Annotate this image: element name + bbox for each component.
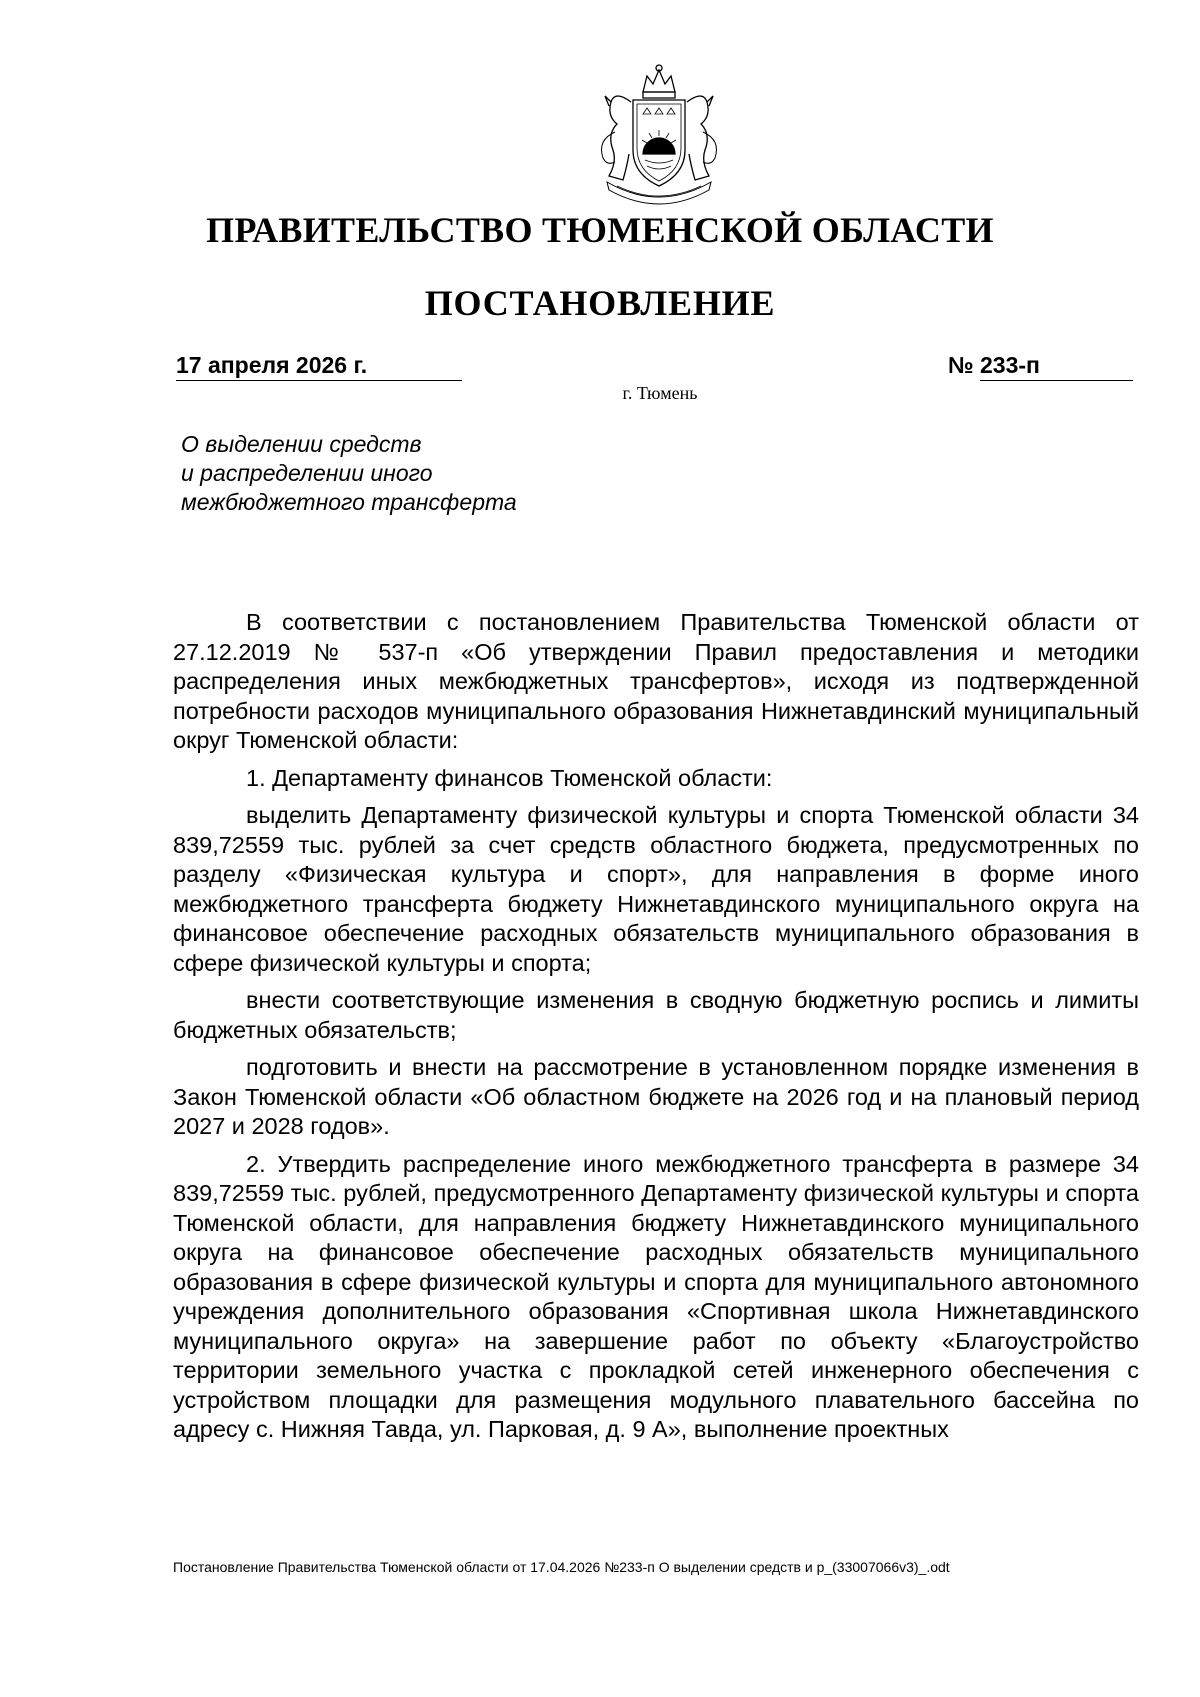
body-paragraph: 2. Утвердить распределение иного межбюджетного трансферта в размере 34 839,72559 тыс. рублей, предусмотренного Департаменту физической культуры и спорта Тюменской области, для направления бюджету Нижнетавдинского муниципального округа на финансовое обеспечение расходных обязательств муниципального образования в сфере физической культуры и спорта для муниципального автономного учреждения дополнительного образования «Спортивная школа Нижнетавдинского муниципального округа» на завершение работ по объекту «Благоустройство территории земельного участка с прокладкой сетей инженерного обеспечения с устройством площадки для размещения модульного плавательного бассейна по адресу с. Нижняя Тавда, ул. Парковая, д. 9 А», выполнение проектных [173,1150,1139,1442]
body-paragraph: выделить Департаменту физической культуры и спорта Тюменской области 34 839,72559 тыс. рублей за счет средств областного бюджета, предусмотренных по разделу «Физическая культура и спорт», для направления в форме иного межбюджетного трансферта бюджету Нижнетавдинского муниципального округа на финансовое обеспечение расходных обязательств муниципального образования в сфере физической культуры и спорта; [173,802,1139,976]
document-body [173,608,1139,1453]
body-paragraph: подготовить и внести на рассмотрение в установленном порядке изменения в Закон Тюменской области «Об областном бюджете на 2026 год и на плановый период 2027 и 2028 годов». [173,1054,1139,1139]
document-number: 233-п [980,352,1133,381]
subject-line: и распределении иного [181,460,433,486]
subject-line: О выделении средств [181,431,422,457]
body-paragraph: внести соответствующие изменения в сводную бюджетную роспись и лимиты бюджетных обязательств; [173,987,1139,1043]
organization-title: ПРАВИТЕЛЬСТВО ТЮМЕНСКОЙ ОБЛАСТИ [206,210,994,250]
subject-line: межбюджетного трансферта [181,489,517,515]
body-paragraph: 1. Департаменту финансов Тюменской области: [246,764,773,791]
document-footer: Постановление Правительства Тюменской области от 17.04.2026 №233-п О выделении средств и р_(33007066v3)_.odt [173,1559,950,1575]
document-type-title: ПОСТАНОВЛЕНИЕ [424,283,776,323]
tyumen-coat-of-arms-icon [593,62,726,209]
document-date: 17 апреля 2026 г. [176,352,462,381]
document-city: г. Тюмень [622,383,698,403]
document-subject [181,430,517,517]
body-paragraph: В соответствии с постановлением Правительства Тюменской области от 27.12.2019 № 537-п «Об утверждении Правил предоставления и методики распределения иных межбюджетных трансфертов», исходя из подтвержденной потребности расходов муниципального образования Нижнетавдинский муниципальный округ Тюменской области: [173,609,1139,753]
number-sign: № [948,352,974,378]
